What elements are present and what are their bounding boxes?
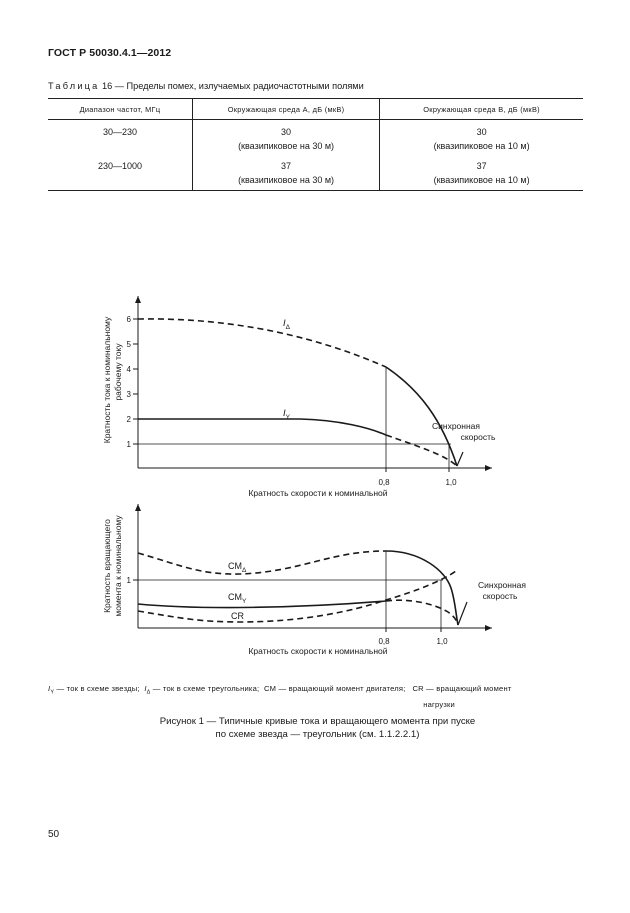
x-tick-label: 1,0 [436, 637, 448, 646]
column-header-environment-b: Окружающая среда В, дБ (мкВ) [380, 99, 583, 120]
torque-chart-x-label: Кратность скорости к номинальной [248, 646, 388, 656]
current-chart-y-label-line2: рабочему току [113, 343, 123, 401]
sync-speed-label-line1: Синхронная [477, 580, 527, 590]
y-tick-label: 2 [126, 415, 131, 424]
figure-caption [120, 715, 515, 741]
current-chart-x-ticks [378, 468, 457, 487]
current-chart-y-label-line1: Кратность тока к номинальному [102, 316, 112, 444]
legend-cm-text: CM — вращающий момент двигателя; [263, 684, 406, 693]
y-tick-label: 6 [126, 315, 131, 324]
figure-legend [48, 683, 583, 710]
figure-caption-line1: Рисунок 1 — Типичные кривые тока и вращающего момента при пуске [159, 716, 476, 727]
env-b-value: 30 [476, 127, 487, 137]
legend-line-1 [48, 683, 583, 699]
page-number: 50 [48, 829, 60, 840]
legend-id-subscript: Δ [146, 689, 151, 696]
cm-y-label: $CM_Y$ [228, 592, 247, 605]
i-y-label: $I_Y$ [283, 408, 290, 421]
sync-speed-label-line2: скорость [460, 432, 496, 442]
current-chart [102, 296, 496, 498]
y-tick-label: 4 [126, 365, 131, 374]
torque-sync-leader-line [458, 602, 467, 625]
cm-y-curve-dashed [386, 600, 458, 625]
range-value: 230—1000 [97, 161, 142, 171]
i-delta-label: $I_\Delta$ [283, 318, 290, 331]
y-tick-label: 5 [126, 340, 131, 349]
cm-delta-curve-solid [386, 551, 458, 625]
env-b-note: (квазипиковое на 10 м) [433, 174, 530, 185]
current-chart-x-label: Кратность скорости к номинальной [248, 488, 388, 498]
cr-curve [138, 571, 456, 622]
cm-y-curve-solid [138, 601, 386, 608]
env-b-value: 37 [476, 161, 487, 171]
legend-cr-text: CR — вращающий момент [412, 684, 512, 693]
i-y-curve-solid [138, 419, 386, 435]
figure-caption-line2: по схеме звезда — треугольник (см. 1.1.2.2.1) [215, 729, 420, 740]
x-tick-label: 0,8 [378, 478, 390, 487]
legend-line-2: нагрузки [423, 699, 455, 709]
env-b-note: (квазипиковое на 10 м) [433, 140, 530, 151]
env-a-note: (квазипиковое на 30 м) [238, 140, 335, 151]
document-header: ГОСТ Р 50030.4.1—2012 [48, 47, 172, 59]
current-chart-y-ticks [127, 315, 138, 449]
env-a-note: (квазипиковое на 30 м) [238, 174, 335, 185]
cm-delta-curve-dashed [138, 551, 386, 574]
x-tick-label: 1,0 [445, 478, 457, 487]
sync-speed-label-line1: Синхронная [431, 421, 480, 431]
legend-iy-subscript: Y [50, 689, 55, 696]
i-delta-curve-solid [386, 367, 457, 466]
cr-label: CR [231, 611, 244, 621]
torque-chart-y-label-line2: момента к номинальному [113, 515, 123, 617]
column-header-environment-a: Окружающая среда А, дБ (мкВ) [192, 99, 379, 120]
column-header-frequency: Диапазон частот, МГц [48, 99, 192, 120]
legend-iy-text: — ток в схеме звезды; [54, 684, 140, 693]
env-a-value: 30 [281, 127, 292, 137]
i-delta-curve-dashed [138, 319, 386, 367]
range-value: 30—230 [102, 127, 137, 137]
table-caption-title: 16 — Пределы помех, излучаемых радиочастотными полями [99, 81, 364, 91]
x-tick-label: 0,8 [378, 637, 390, 646]
cm-delta-label: $CM_\Delta$ [228, 561, 247, 574]
table-caption-word: Таблица [48, 81, 100, 91]
legend-iy-symbol: I [48, 684, 51, 693]
y-tick-label: 3 [126, 390, 131, 399]
torque-chart [102, 504, 526, 656]
y-tick-label: 1 [126, 440, 131, 449]
current-sync-leader-line [457, 452, 463, 466]
env-a-value: 37 [281, 161, 292, 171]
y-tick-label: 1 [126, 576, 131, 585]
sync-speed-label-line2: скорость [482, 591, 518, 601]
torque-chart-y-label-line1: Кратность вращающего [102, 519, 112, 613]
legend-id-symbol: I [144, 684, 147, 693]
legend-id-text: — ток в схеме треугольника; [150, 684, 260, 693]
